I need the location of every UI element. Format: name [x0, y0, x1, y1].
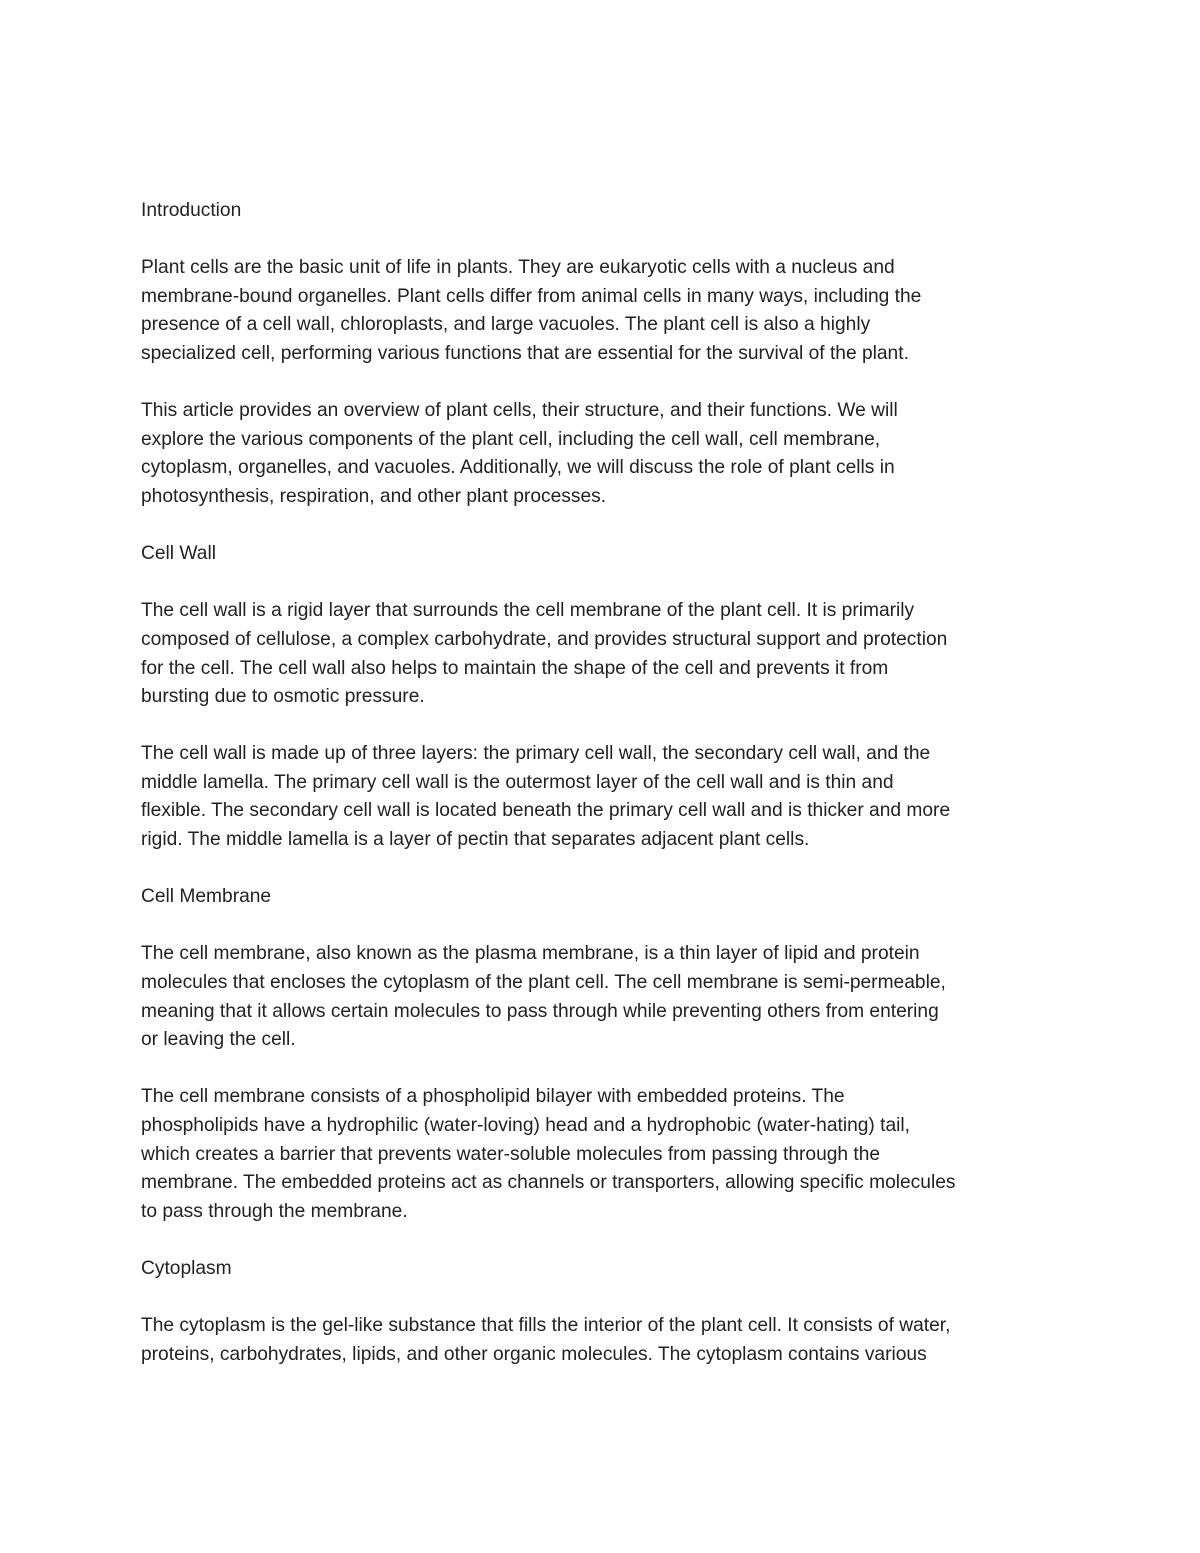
- text-line: The cell membrane consists of a phospholipid bilayer with embedded proteins. The: [141, 1086, 845, 1108]
- heading-text: Cell Wall: [141, 543, 216, 565]
- text-line: photosynthesis, respiration, and other plant processes.: [141, 485, 607, 507]
- text-line: presence of a cell wall, chloroplasts, and large vacuoles. The plant cell is also a highly: [141, 314, 871, 336]
- text-line: explore the various components of the plant cell, including the cell wall, cell membrane,: [141, 428, 881, 450]
- paragraph: [141, 397, 1066, 511]
- text-line: The cell membrane, also known as the plasma membrane, is a thin layer of lipid and protein: [141, 943, 920, 965]
- text-line: rigid. The middle lamella is a layer of pectin that separates adjacent plant cells.: [141, 829, 810, 851]
- paragraph: [141, 1312, 1066, 1369]
- heading-text: Cytoplasm: [141, 1257, 232, 1279]
- text-line: proteins, carbohydrates, lipids, and other organic molecules. The cytoplasm contains various: [141, 1343, 927, 1365]
- text-line: The cytoplasm is the gel-like substance that fills the interior of the plant cell. It consists of water,: [141, 1315, 951, 1337]
- text-line: This article provides an overview of plant cells, their structure, and their functions. We will: [141, 400, 898, 422]
- heading-text: Cell Membrane: [141, 886, 272, 908]
- text-line: which creates a barrier that prevents water-soluble molecules from passing through the: [141, 1143, 881, 1165]
- heading-text: Introduction: [141, 200, 242, 221]
- text-line: specialized cell, performing various functions that are essential for the survival of the plant.: [141, 342, 909, 364]
- text-line: to pass through the membrane.: [141, 1200, 408, 1222]
- section-heading-cell-wall: [141, 540, 1066, 569]
- text-line: for the cell. The cell wall also helps to maintain the shape of the cell and prevents it from: [141, 657, 889, 679]
- text-line: bursting due to osmotic pressure.: [141, 686, 425, 708]
- section-heading-cytoplasm: [141, 1255, 1066, 1284]
- text-line: molecules that encloses the cytoplasm of the plant cell. The cell membrane is semi-permeable,: [141, 972, 946, 994]
- section-heading-cell-membrane: [141, 883, 1066, 912]
- text-line: flexible. The secondary cell wall is located beneath the primary cell wall and is thicker and more: [141, 800, 951, 822]
- text-line: cytoplasm, organelles, and vacuoles. Additionally, we will discuss the role of plant cells in: [141, 457, 895, 479]
- document-body: [141, 197, 1066, 1398]
- text-line: meaning that it allows certain molecules to pass through while preventing others from entering: [141, 1000, 939, 1022]
- text-line: membrane-bound organelles. Plant cells differ from animal cells in many ways, including the: [141, 285, 922, 307]
- text-line: The cell wall is a rigid layer that surrounds the cell membrane of the plant cell. It is primarily: [141, 600, 915, 622]
- text-line: composed of cellulose, a complex carbohydrate, and provides structural support and protection: [141, 628, 948, 650]
- paragraph: [141, 740, 1066, 854]
- paragraph: [141, 254, 1066, 368]
- text-line: or leaving the cell.: [141, 1029, 296, 1051]
- paragraph: [141, 1083, 1066, 1226]
- text-line: phospholipids have a hydrophilic (water-loving) head and a hydrophobic (water-hating) tail,: [141, 1115, 911, 1136]
- text-line: Plant cells are the basic unit of life in plants. They are eukaryotic cells with a nucleus and: [141, 257, 895, 279]
- text-line: middle lamella. The primary cell wall is the outermost layer of the cell wall and is thin and: [141, 771, 894, 793]
- paragraph: [141, 940, 1066, 1054]
- text-line: The cell wall is made up of three layers: the primary cell wall, the secondary cell wall, and the: [141, 743, 931, 765]
- section-heading-introduction: [141, 197, 1066, 226]
- text-line: membrane. The embedded proteins act as channels or transporters, allowing specific molecules: [141, 1172, 956, 1194]
- paragraph: [141, 597, 1066, 711]
